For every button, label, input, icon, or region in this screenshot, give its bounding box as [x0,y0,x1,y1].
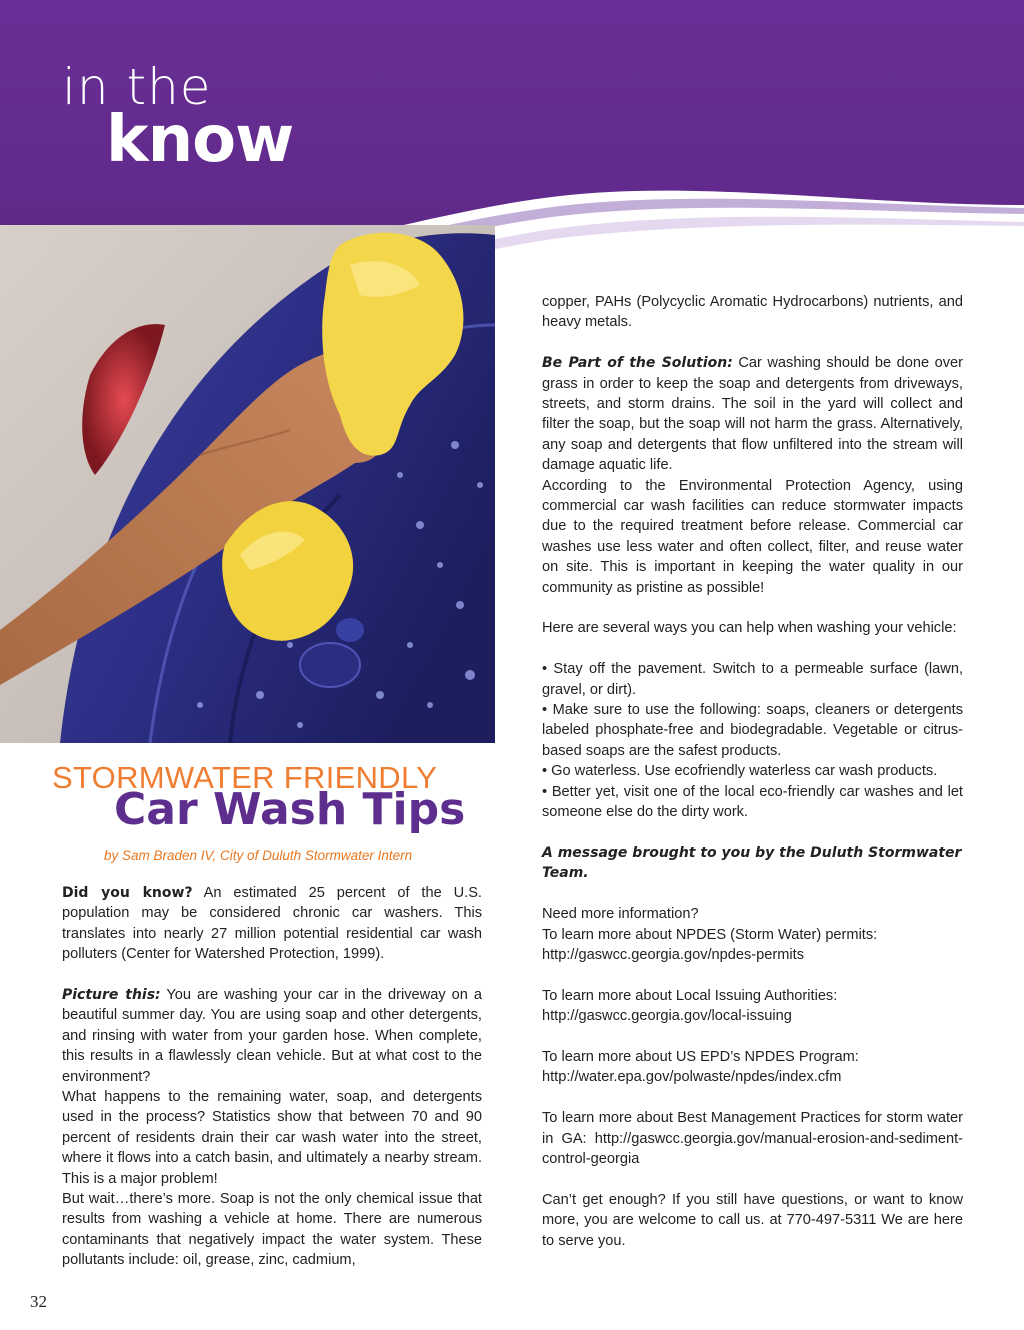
info-bmp: To learn more about Best Management Practices for storm water in GA: http://gaswcc.georgia.gov/manual-erosion-and-sediment-control-georgia [542,1110,963,1167]
paragraph-but-wait: But wait…there’s more. Soap is not the only chemical issue that results from washing a vehicle at home. There are numerous contaminants that negatively impact the water system. These pollutants include: oil, grease, zinc, cadmium, [62,1191,482,1269]
text-solution: Car washing should be done over grass in order to keep the soap and detergents from driveways, streets, and storm drains. The soil in the yard will collect and filter the soap, but the soap will not harm the grass. Alternatively, any soap and detergents that flow unfiltered into the stream will damage aquatic life. [542,355,964,474]
page-number: 32 [30,1292,47,1311]
paragraph-ways-to-help: Here are several ways you can help when washing your vehicle: [542,620,957,637]
bullet-item: • Make sure to use the following: soaps, cleaners or detergents labeled phosphate-free and biodegradable. Vegetable or citrus-based soaps are the safest products. [542,702,963,759]
paragraph-picture-this [62,985,482,1087]
bullet-item: • Better yet, visit one of the local eco-friendly car washes and let someone else do the dirty work. [542,783,963,821]
paragraph-what-happens: What happens to the remaining water, soap, and detergents used in the process? Statistics show that between 70 and 90 percent of residents drain their car wash water into the street, where it flows into a catch basin, and ultimately a nearby stream. This is a major problem! [62,1089,482,1187]
article-byline: by Sam Braden IV, City of Duluth Stormwater Intern [104,848,413,863]
lead-picture-this: Picture this: [62,987,161,1004]
paragraph-solution [542,353,963,475]
lead-did-you-know: Did you know? [62,885,193,901]
info-heading: Need more information? [542,906,699,923]
left-column [62,883,482,1271]
bullet-item: • Stay off the pavement. Switch to a permeable surface (lawn, gravel, or dirt). [542,661,963,698]
lead-solution: Be Part of the Solution: [542,355,733,372]
info-epd-link[interactable]: http://water.epa.gov/polwaste/npdes/index.cfm [542,1069,842,1086]
text-picture-this: You are washing your car in the driveway on a beautiful summer day. You are using soap and other detergents, and rinsing with water from your garden hose. When complete, this results in a flawlessly clean vehicle. But at what cost to the environment? [62,987,482,1085]
info-npdes-link[interactable]: http://gaswcc.georgia.gov/npdes-permits [542,946,805,963]
info-npdes-label: To learn more about NPDES (Storm Water) permits: [542,926,878,943]
paragraph-did-you-know [62,883,482,965]
header-title-line2: know [106,103,294,177]
right-column [542,292,963,1251]
info-lia-label: To learn more about Local Issuing Authorities: [542,987,838,1004]
info-epd-label: To learn more about US EPD’s NPDES Program: [542,1048,859,1065]
info-lia-link[interactable]: http://gaswcc.georgia.gov/local-issuing [542,1008,792,1025]
article-title: Car Wash Tips [114,784,466,835]
closing-paragraph: Can’t get enough? If you still have questions, or want to know more, you are welcome to call us. at 770-497-5311 We are here to serve you. [542,1191,963,1249]
paragraph-pollutants-cont: copper, PAHs (Polycyclic Aromatic Hydrocarbons) nutrients, and heavy metals. [542,294,963,331]
header-title-line1: in the [62,58,212,116]
article-kicker: STORMWATER FRIENDLY [52,760,438,795]
paragraph-epa: According to the Environmental Protection Agency, using commercial car wash facilities can reduce stormwater impacts due to the required treatment before release. Commercial car washes use less water and often collect, filter, and reuse water on site. This is important in keeping the water quality in our community as pristine as possible! [542,477,963,596]
car-wash-photo [0,225,495,743]
text-did-you-know: An estimated 25 percent of the U.S. population may be considered chronic car washers. This translates into nearly 27 million potential residential car wash polluters (Center for Watershed Protection, 1999). [62,885,482,963]
bullet-item: • Go waterless. Use ecofriendly waterless car wash products. [542,763,938,780]
sponsor-message: A message brought to you by the Duluth Stormwater Team. [542,844,962,882]
